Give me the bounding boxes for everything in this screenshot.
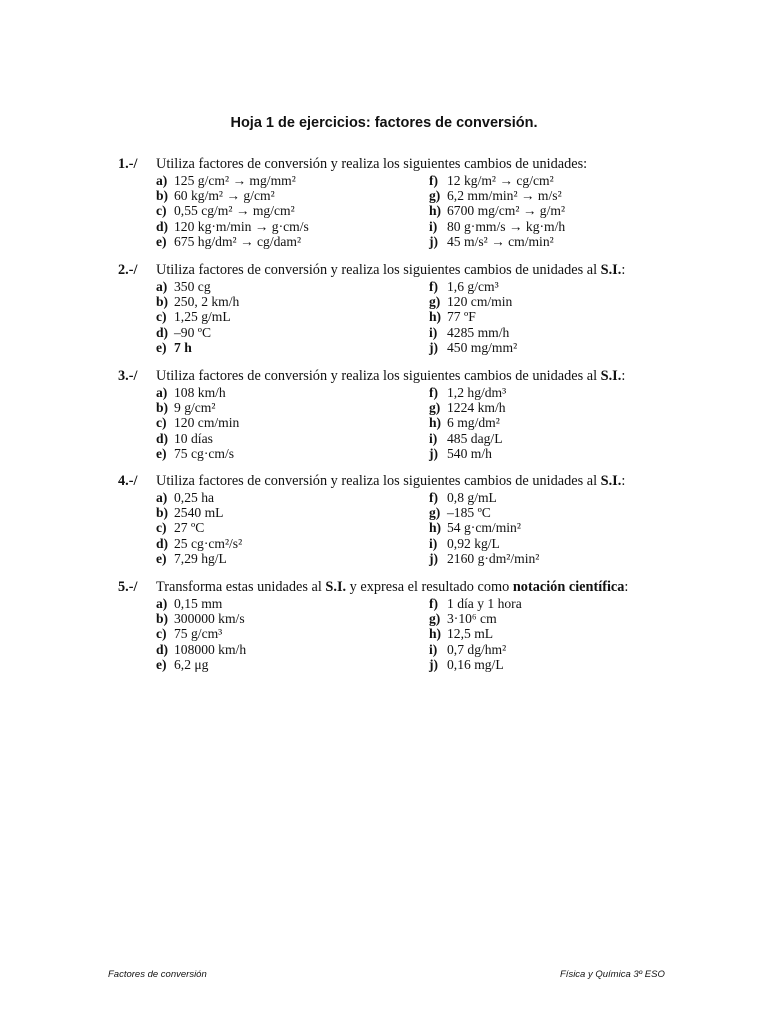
item-d: d) 108000 km/h [156, 641, 247, 657]
item-h: h) 77 ºF [429, 309, 476, 325]
item-j: j) 540 m/h [429, 445, 492, 461]
item-row [118, 431, 638, 446]
exercise-instruction: Transforma estas unidades al S.I. y expresa el resultado como notación científica: [156, 579, 629, 595]
exercise-number: 1.-/ [118, 156, 138, 172]
item-e: e) 7,29 hg/L [156, 550, 227, 566]
exercise-header [118, 368, 638, 385]
item-i: i) 4285 mm/h [429, 324, 510, 340]
exercise-header [118, 156, 638, 173]
item-b: b) 2540 mL [156, 505, 224, 521]
item-row [118, 400, 638, 415]
exercise-items [118, 279, 638, 355]
item-h: h) 6700 mg/cm² → g/m² [429, 203, 566, 219]
exercise-header [118, 579, 638, 596]
item-g: g) 6,2 mm/min² → m/s² [429, 188, 562, 204]
item-row [118, 234, 638, 249]
exercise-number: 5.-/ [118, 579, 138, 595]
item-row [118, 309, 638, 324]
item-c: c) 120 cm/min [156, 415, 240, 431]
exercise-header [118, 473, 638, 490]
exercise-3 [118, 368, 638, 461]
item-f: f) 0,8 g/mL [429, 490, 497, 505]
item-i: i) 485 dag/L [429, 430, 503, 446]
item-row [118, 279, 638, 294]
item-h: h) 6 mg/dm² [429, 415, 500, 431]
item-e: e) 6,2 μg [156, 656, 209, 672]
item-a: a) 0,15 mm [156, 596, 223, 611]
item-g: g) 1224 km/h [429, 400, 506, 416]
worksheet-title: Hoja 1 de ejercicios: factores de conversión. [230, 115, 538, 131]
item-row [118, 520, 638, 535]
item-row [118, 173, 638, 188]
exercise-instruction: Utiliza factores de conversión y realiza los siguientes cambios de unidades al S.I.: [156, 262, 626, 278]
item-row [118, 188, 638, 203]
item-row [118, 325, 638, 340]
item-d: d) 25 cg·cm²/s² [156, 535, 243, 551]
item-j: j) 0,16 mg/L [429, 656, 504, 672]
item-row [118, 203, 638, 218]
item-row [118, 626, 638, 641]
item-row [118, 551, 638, 566]
item-row [118, 505, 638, 520]
item-c: c) 0,55 cg/m² → mg/cm² [156, 203, 295, 219]
exercise-items [118, 490, 638, 566]
item-e: e) 675 hg/dm² → cg/dam² [156, 233, 302, 249]
item-a: a) 0,25 ha [156, 490, 215, 505]
item-a: a) 125 g/cm² → mg/mm² [156, 173, 296, 188]
item-j: j) 45 m/s² → cm/min² [429, 233, 554, 249]
exercise-items [118, 596, 638, 672]
item-h: h) 54 g·cm/min² [429, 520, 521, 536]
exercise-1 [118, 156, 638, 249]
exercise-2 [118, 262, 638, 355]
item-row [118, 490, 638, 505]
exercise-5 [118, 579, 638, 672]
item-c: c) 75 g/cm³ [156, 626, 223, 642]
item-e: e) 75 cg·cm/s [156, 445, 235, 461]
item-row [118, 446, 638, 461]
item-g: g) –185 ºC [429, 505, 491, 521]
footer-right: Física y Química 3º ESO [560, 969, 665, 980]
item-i: i) 0,7 dg/hm² [429, 641, 507, 657]
exercise-items [118, 173, 638, 249]
item-row [118, 385, 638, 400]
item-i: i) 0,92 kg/L [429, 535, 500, 551]
item-b: b) 9 g/cm² [156, 400, 216, 416]
exercise-4 [118, 473, 638, 566]
exercise-header [118, 262, 638, 279]
item-b: b) 300000 km/s [156, 611, 245, 627]
item-a: a) 350 cg [156, 279, 211, 294]
item-row [118, 611, 638, 626]
item-row [118, 219, 638, 234]
item-j: j) 2160 g·dm²/min² [429, 550, 540, 566]
item-i: i) 80 g·mm/s → kg·m/h [429, 218, 566, 234]
exercise-instruction: Utiliza factores de conversión y realiza los siguientes cambios de unidades: [156, 156, 588, 172]
item-e: e) 7 h [156, 339, 192, 355]
exercise-instruction: Utiliza factores de conversión y realiza los siguientes cambios de unidades al S.I.: [156, 368, 626, 384]
item-h: h) 12,5 mL [429, 626, 494, 642]
item-d: d) 10 días [156, 430, 213, 446]
item-f: f) 1,2 hg/dm³ [429, 385, 507, 400]
item-row [118, 415, 638, 430]
item-b: b) 250, 2 km/h [156, 294, 240, 310]
item-b: b) 60 kg/m² → g/cm² [156, 188, 275, 204]
item-g: g) 3·10⁶ cm [429, 611, 497, 627]
item-row [118, 657, 638, 672]
exercise-items [118, 385, 638, 461]
item-row [118, 596, 638, 611]
item-row [118, 536, 638, 551]
item-d: d) 120 kg·m/min → g·cm/s [156, 218, 309, 234]
item-d: d) –90 ºC [156, 324, 212, 340]
item-row [118, 642, 638, 657]
exercise-number: 4.-/ [118, 473, 138, 489]
item-row [118, 294, 638, 309]
footer-left: Factores de conversión [108, 969, 207, 980]
item-c: c) 27 ºC [156, 520, 205, 536]
item-a: a) 108 km/h [156, 385, 226, 400]
item-j: j) 450 mg/mm² [429, 339, 518, 355]
item-c: c) 1,25 g/mL [156, 309, 231, 325]
exercise-instruction: Utiliza factores de conversión y realiza los siguientes cambios de unidades al S.I.: [156, 473, 626, 489]
exercise-number: 3.-/ [118, 368, 138, 384]
exercise-number: 2.-/ [118, 262, 138, 278]
item-f: f) 1,6 g/cm³ [429, 279, 499, 294]
item-f: f) 12 kg/m² → cg/cm² [429, 173, 554, 188]
item-row [118, 340, 638, 355]
item-f: f) 1 día y 1 hora [429, 596, 522, 611]
item-g: g) 120 cm/min [429, 294, 513, 310]
